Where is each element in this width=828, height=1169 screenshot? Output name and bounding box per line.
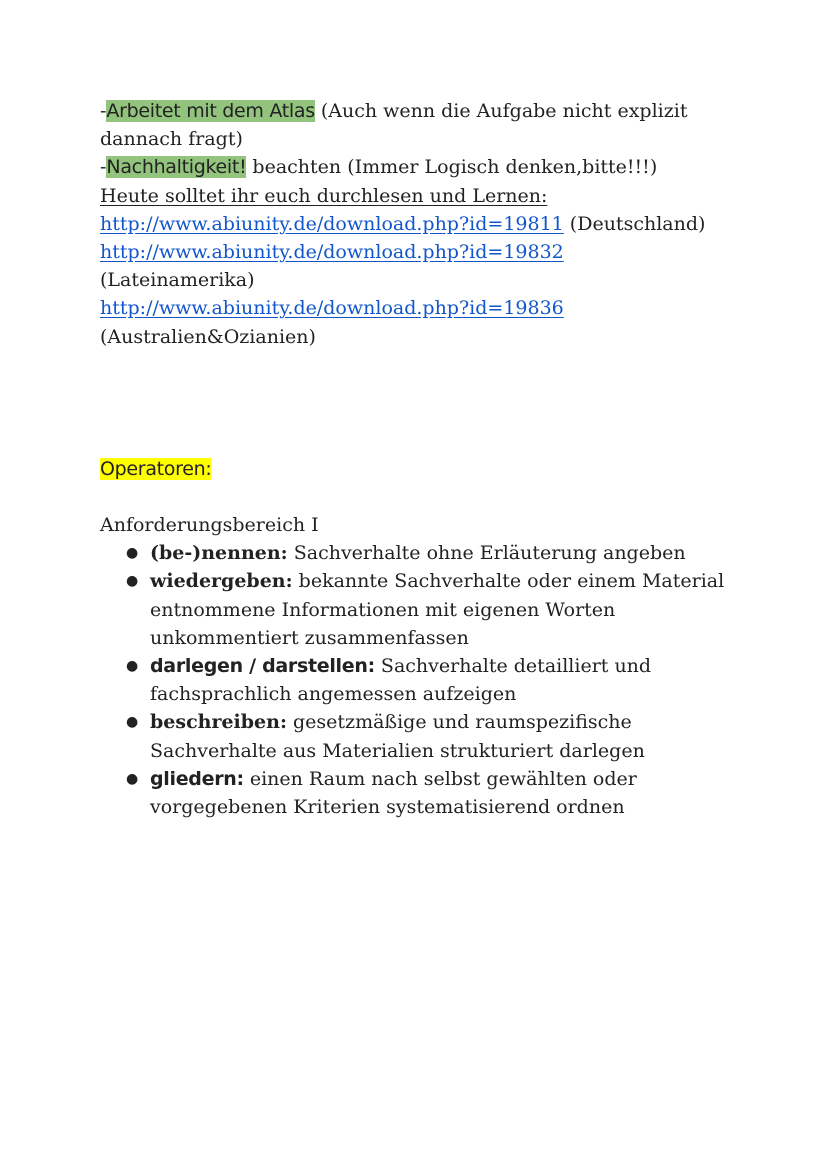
document-page [100, 97, 800, 821]
link-label-deutschland: (Deutschland) [563, 212, 706, 235]
bullet-icon: ● [126, 658, 139, 675]
highlight-sustainability: Nachhaltigkeit! [106, 156, 247, 179]
link-label-lateinamerika: (Lateinamerika) [100, 269, 255, 292]
bullet-icon: ● [126, 714, 139, 731]
link-label-australien: (Australien&Ozianien) [100, 325, 316, 348]
list-item: ● gliedern: einen Raum nach selbst gewählten oder vorgegebenen Kriterien systematisierend ordnen [150, 765, 800, 821]
list-item: ● wiedergeben: bekannte Sachverhalte oder einem Material entnommene Informationen mit eigenen Worten unkommentiert zusammenfassen [150, 567, 800, 652]
list-item: ● (be-)nennen: Sachverhalte ohne Erläuterung angeben [150, 539, 800, 567]
note-atlas-continued: dannach fragt) [100, 128, 243, 151]
spacer [100, 351, 800, 455]
operators-title: Operatoren: [100, 457, 212, 480]
bullet-icon: ● [126, 770, 139, 787]
note-sustainability: -Nachhaltigkeit! beachten (Immer Logisch denken,bitte!!!) [100, 156, 658, 179]
list-item: ● beschreiben: gesetzmäßige und raumspezifische Sachverhalte aus Materialien strukturiert darlegen [150, 708, 800, 764]
link-australien[interactable]: http://www.abiunity.de/download.php?id=19836 [100, 297, 564, 320]
bullet-icon: ● [126, 545, 139, 562]
list-item: ● darlegen / darstellen: Sachverhalte detailliert und fachsprachlich angemessen aufzeigen [150, 652, 800, 708]
note-atlas: -Arbeitet mit dem Atlas (Auch wenn die Aufgabe nicht explizit [100, 100, 688, 122]
operator-term: (be-)nennen: [150, 542, 288, 565]
link-row-deutschland [100, 210, 800, 238]
highlight-atlas: Arbeitet mit dem Atlas [106, 100, 315, 122]
spacer [100, 483, 800, 511]
reading-heading: Heute solltet ihr euch durchlesen und Lernen: [100, 184, 548, 207]
link-lateinamerika[interactable]: http://www.abiunity.de/download.php?id=19832 [100, 241, 564, 264]
link-deutschland[interactable]: http://www.abiunity.de/download.php?id=19811 [100, 212, 564, 235]
operator-term: beschreiben: [150, 711, 287, 734]
link-row-lateinamerika [100, 238, 800, 266]
operator-list [100, 539, 800, 821]
operator-term: wiedergeben: [150, 570, 293, 593]
operator-term: darlegen / darstellen: [150, 655, 375, 678]
operator-term: gliedern: [150, 767, 244, 790]
link-row-australien [100, 294, 800, 322]
bullet-icon: ● [126, 573, 139, 590]
section-heading: Anforderungsbereich I [100, 514, 319, 537]
